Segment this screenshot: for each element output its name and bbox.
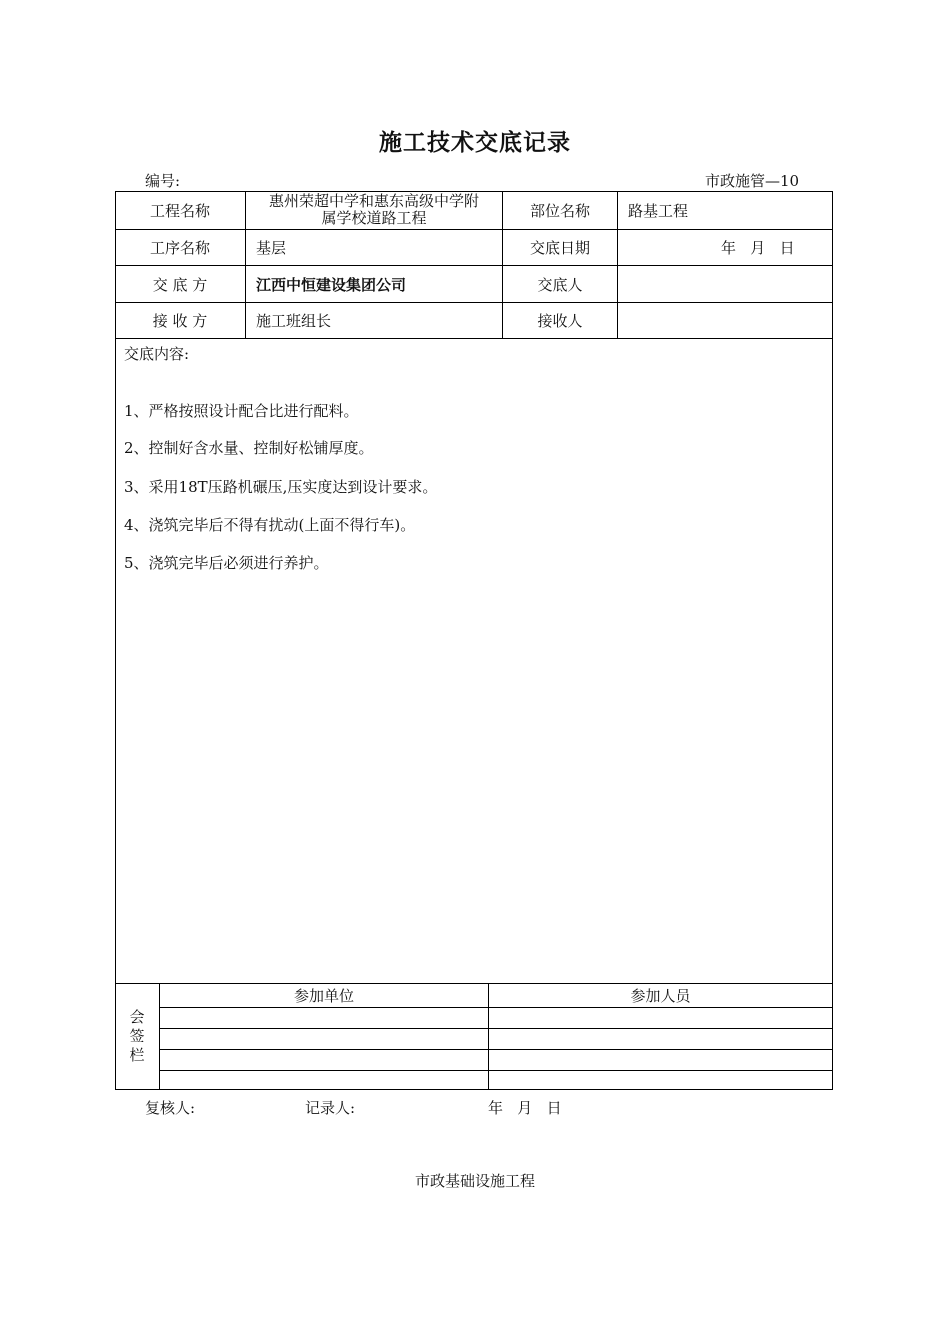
signature-person-cell[interactable] — [489, 1071, 832, 1089]
content-heading: 交底内容: — [124, 345, 190, 363]
project-name-value — [246, 191, 502, 229]
giver-person-label: 交底人 — [537, 275, 583, 294]
content-item: 5、浇筑完毕后必须进行养护。 — [124, 554, 329, 572]
project-name-line-1: 惠州荣超中学和惠东高级中学附 — [268, 192, 479, 210]
signature-section-label — [115, 983, 159, 1090]
signature-unit-cell[interactable] — [160, 1071, 488, 1089]
content-item: 2、控制好含水量、控制好松铺厚度。 — [124, 439, 374, 457]
signature-unit-cell[interactable] — [160, 1008, 488, 1028]
process-label: 工序名称 — [149, 239, 210, 257]
footer-date: 年 月 日 — [488, 1099, 562, 1117]
process-value: 基层 — [256, 239, 287, 257]
section-value: 路基工程 — [628, 201, 689, 220]
project-name-label: 工程名称 — [149, 201, 210, 220]
participating-units-header: 参加单位 — [293, 987, 354, 1005]
receiver-person-value[interactable] — [618, 303, 832, 338]
signature-person-cell[interactable] — [489, 1029, 832, 1049]
content-item: 4、浇筑完毕后不得有扰动(上面不得行车)。 — [124, 516, 416, 534]
form-code: 市政施管—10 — [705, 172, 800, 190]
recorder-label: 记录人: — [305, 1099, 356, 1117]
handover-date-label: 交底日期 — [529, 239, 590, 257]
serial-number-label: 编号: — [145, 172, 181, 190]
giver-person-value[interactable] — [618, 266, 832, 302]
section-label: 部位名称 — [529, 201, 590, 220]
giver-party-label: 交 底 方 — [152, 275, 208, 294]
bottom-note: 市政基础设施工程 — [414, 1172, 535, 1190]
receiver-person-label: 接收人 — [537, 312, 583, 330]
reviewer-label: 复核人: — [145, 1099, 196, 1117]
signature-label-char: 签 — [129, 1027, 145, 1045]
receiver-party-value: 施工班组长 — [256, 312, 332, 330]
signature-unit-cell[interactable] — [160, 1050, 488, 1070]
content-item: 3、采用18T压路机碾压,压实度达到设计要求。 — [124, 478, 438, 496]
giver-party-value: 江西中恒建设集团公司 — [256, 275, 407, 294]
content-item: 1、严格按照设计配合比进行配料。 — [124, 402, 359, 420]
page-title: 施工技术交底记录 — [379, 130, 571, 156]
project-name-line-2: 属学校道路工程 — [321, 209, 427, 227]
signature-person-cell[interactable] — [489, 1050, 832, 1070]
participating-people-header: 参加人员 — [630, 987, 691, 1005]
signature-unit-cell[interactable] — [160, 1029, 488, 1049]
receiver-party-label: 接 收 方 — [152, 312, 208, 330]
signature-label-char: 栏 — [129, 1046, 145, 1064]
handover-date-value: 年 月 日 — [721, 239, 795, 257]
record-table — [115, 191, 833, 1090]
signature-person-cell[interactable] — [489, 1008, 832, 1028]
signature-label-char: 会 — [129, 1008, 145, 1026]
